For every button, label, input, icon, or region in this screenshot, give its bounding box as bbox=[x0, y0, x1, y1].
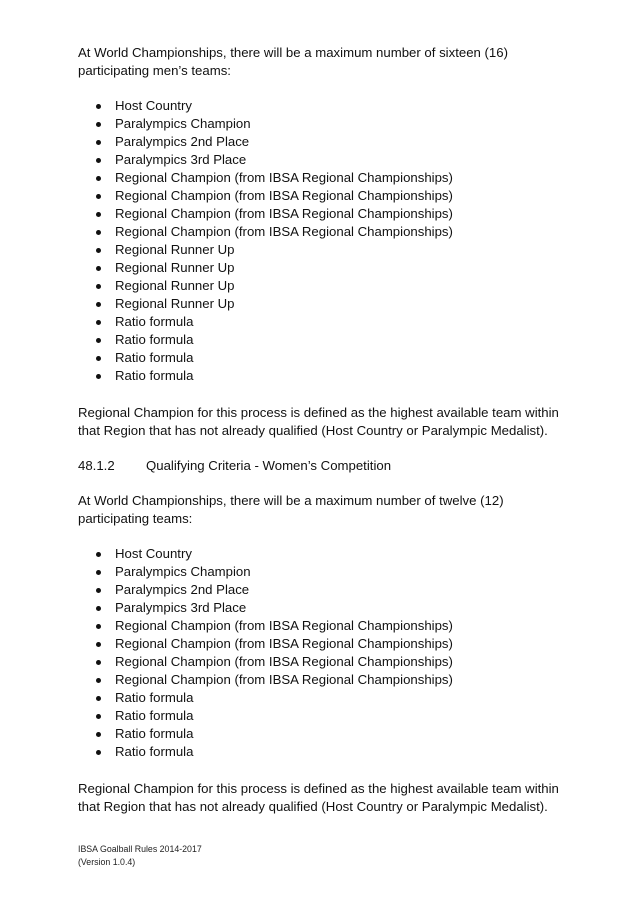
list-item: Host Country bbox=[78, 545, 578, 563]
list-item: Ratio formula bbox=[78, 725, 578, 743]
list-item: Paralympics 2nd Place bbox=[78, 133, 578, 151]
bullet-icon bbox=[96, 678, 101, 683]
mens-teams-list bbox=[78, 97, 578, 385]
footer-version: (Version 1.0.4) bbox=[78, 857, 136, 867]
list-item: Regional Champion (from IBSA Regional Championships) bbox=[78, 169, 578, 187]
bullet-icon bbox=[96, 732, 101, 737]
bullet-icon bbox=[96, 230, 101, 235]
bullet-icon bbox=[96, 696, 101, 701]
list-item: Host Country bbox=[78, 97, 578, 115]
bullet-icon bbox=[96, 714, 101, 719]
list-item: Paralympics 2nd Place bbox=[78, 581, 578, 599]
list-item: Paralympics Champion bbox=[78, 563, 578, 581]
footer-title: IBSA Goalball Rules 2014-2017 bbox=[78, 844, 202, 854]
page-footer bbox=[78, 843, 202, 869]
list-item: Regional Champion (from IBSA Regional Championships) bbox=[78, 653, 578, 671]
bullet-icon bbox=[96, 374, 101, 379]
bullet-icon bbox=[96, 570, 101, 575]
bullet-icon bbox=[96, 588, 101, 593]
bullet-icon bbox=[96, 302, 101, 307]
mens-intro-paragraph: At World Championships, there will be a maximum number of sixteen (16) participating men’s teams: bbox=[78, 45, 508, 78]
list-item: Regional Runner Up bbox=[78, 295, 578, 313]
bullet-icon bbox=[96, 284, 101, 289]
list-item: Regional Champion (from IBSA Regional Championships) bbox=[78, 223, 578, 241]
bullet-icon bbox=[96, 266, 101, 271]
bullet-icon bbox=[96, 194, 101, 199]
list-item: Regional Runner Up bbox=[78, 259, 578, 277]
list-item: Ratio formula bbox=[78, 743, 578, 761]
bullet-icon bbox=[96, 140, 101, 145]
list-item: Regional Champion (from IBSA Regional Championships) bbox=[78, 187, 578, 205]
list-item: Ratio formula bbox=[78, 349, 578, 367]
bullet-icon bbox=[96, 122, 101, 127]
list-item: Paralympics 3rd Place bbox=[78, 151, 578, 169]
list-item: Regional Champion (from IBSA Regional Championships) bbox=[78, 635, 578, 653]
bullet-icon bbox=[96, 158, 101, 163]
list-item: Regional Champion (from IBSA Regional Championships) bbox=[78, 617, 578, 635]
mens-regional-champion-note: Regional Champion for this process is defined as the highest available team within that Region that has not already qualified (Host Country or Paralympic Medalist). bbox=[78, 405, 559, 438]
section-title: Qualifying Criteria - Women’s Competition bbox=[146, 458, 392, 473]
list-item: Regional Champion (from IBSA Regional Championships) bbox=[78, 671, 578, 689]
bullet-icon bbox=[96, 248, 101, 253]
womens-intro-paragraph: At World Championships, there will be a maximum number of twelve (12) participating teams: bbox=[78, 493, 504, 526]
bullet-icon bbox=[96, 356, 101, 361]
womens-teams-list bbox=[78, 545, 578, 761]
bullet-icon bbox=[96, 606, 101, 611]
list-item: Ratio formula bbox=[78, 707, 578, 725]
bullet-icon bbox=[96, 624, 101, 629]
list-item: Ratio formula bbox=[78, 331, 578, 349]
section-heading bbox=[78, 457, 578, 475]
list-item: Ratio formula bbox=[78, 367, 578, 385]
womens-regional-champion-note: Regional Champion for this process is defined as the highest available team within that Region that has not already qualified (Host Country or Paralympic Medalist). bbox=[78, 781, 559, 814]
bullet-icon bbox=[96, 176, 101, 181]
list-item: Regional Champion (from IBSA Regional Championships) bbox=[78, 205, 578, 223]
page-body bbox=[78, 44, 578, 816]
list-item: Paralympics 3rd Place bbox=[78, 599, 578, 617]
bullet-icon bbox=[96, 212, 101, 217]
list-item: Paralympics Champion bbox=[78, 115, 578, 133]
bullet-icon bbox=[96, 320, 101, 325]
bullet-icon bbox=[96, 642, 101, 647]
section-number: 48.1.2 bbox=[78, 458, 115, 473]
bullet-icon bbox=[96, 338, 101, 343]
bullet-icon bbox=[96, 750, 101, 755]
list-item: Regional Runner Up bbox=[78, 277, 578, 295]
list-item: Regional Runner Up bbox=[78, 241, 578, 259]
bullet-icon bbox=[96, 104, 101, 109]
bullet-icon bbox=[96, 660, 101, 665]
list-item: Ratio formula bbox=[78, 313, 578, 331]
bullet-icon bbox=[96, 552, 101, 557]
list-item: Ratio formula bbox=[78, 689, 578, 707]
